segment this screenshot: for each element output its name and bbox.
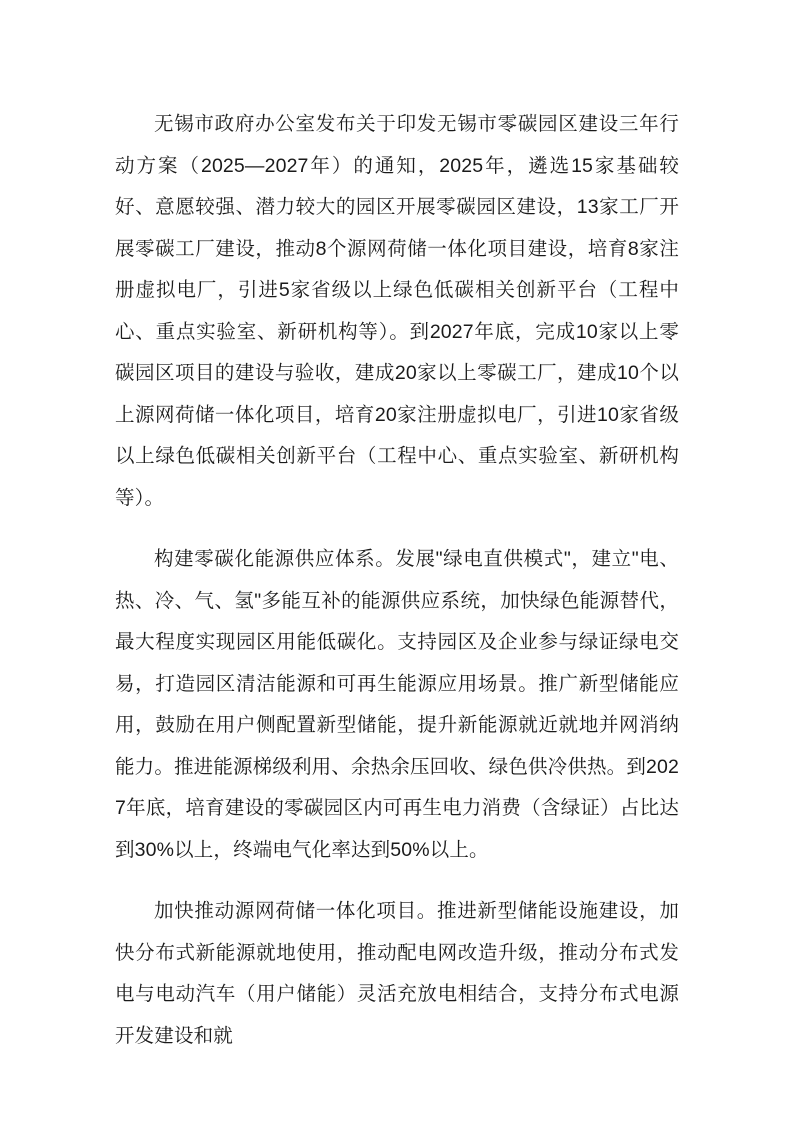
paragraph-2: 构建零碳化能源供应体系。发展"绿电直供模式"，建立"电、热、冷、气、氢"多能互补的能源供应系统，加快绿色能源替代，最大程度实现园区用能低碳化。支持园区及企业参与绿证绿电交易，打造园区清洁能源和可再生能源应用场景。推广新型储能应用，鼓励在用户侧配置新型储能，提升新能源就近就地并网消纳能力。推进能源梯级利用、余热余压回收、绿色供冷供热。到2027年底，培育建设的零碳园区内可再生电力消费（含绿证）占比达到30%以上，终端电气化率达到50%以上。	[115, 548, 679, 861]
paragraph-3: 加快推动源网荷储一体化项目。推进新型储能设施建设，加快分布式新能源就地使用，推动配电网改造升级，推动分布式发电与电动汽车（用户储能）灵活充放电相结合，支持分布式电源开发建设和就	[115, 900, 679, 1047]
document-text-body	[115, 104, 679, 1057]
paragraph-1: 无锡市政府办公室发布关于印发无锡市零碳园区建设三年行动方案（2025—2027年）的通知，2025年，遴选15家基础较好、意愿较强、潜力较大的园区开展零碳园区建设，13家工厂开展零碳工厂建设，推动8个源网荷储一体化项目建设，培育8家注册虚拟电厂，引进5家省级以上绿色低碳相关创新平台（工程中心、重点实验室、新研机构等）。到2027年底，完成10家以上零碳园区项目的建设与验收，建成20家以上零碳工厂，建成10个以上源网荷储一体化项目，培育20家注册虚拟电厂，引进10家省级以上绿色低碳相关创新平台（工程中心、重点实验室、新研机构等）。	[115, 113, 679, 509]
